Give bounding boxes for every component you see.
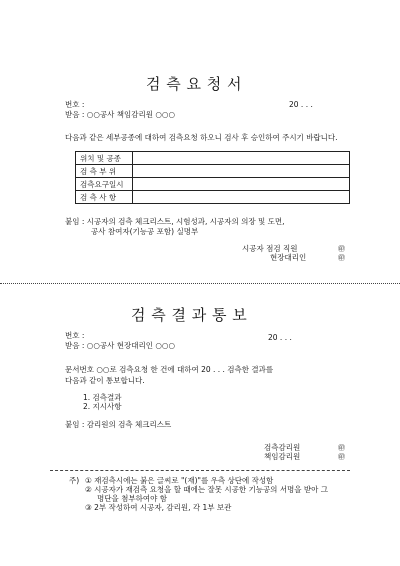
seal-mark: ㊞: [338, 453, 345, 461]
result-item-2: 2. 지시사항: [83, 402, 122, 411]
row-value[interactable]: [133, 152, 350, 165]
table-row: [76, 165, 350, 178]
note-item-2b: 명단을 첨부하여야 함: [97, 494, 167, 503]
notes-label: 주): [69, 476, 80, 485]
row-value[interactable]: [133, 165, 350, 178]
note-item-1: ① 재검측시에는 붉은 글씨로 "(재)"를 우측 상단에 작성함: [85, 476, 274, 485]
request-signer-inspector: 시공자 점검 직원: [242, 244, 298, 253]
result-date: 20 . . .: [268, 333, 292, 342]
result-item-1: 1. 검측결과: [83, 393, 122, 402]
row-label: 위치 및 공종: [76, 152, 133, 165]
seal-mark: ㊞: [338, 245, 345, 253]
request-table: [75, 151, 350, 204]
table-row: [76, 191, 350, 204]
result-title: 검 측 결 과 통 보: [131, 306, 248, 324]
section-separator: [0, 283, 400, 284]
request-intro: 다음과 같은 세부공종에 대하여 검측요청 하오니 검사 후 승인하여 주시기 바랍니다.: [65, 133, 338, 142]
table-row: [76, 178, 350, 191]
request-attachment-1: 붙임 : 시공자의 검측 체크리스트, 시험성과, 시공자의 의장 및 도면,: [65, 217, 285, 226]
request-recipient: 받음 : ○○공사 책임감리원 ○○○: [65, 110, 175, 119]
result-signer-inspector: 검측감리원: [264, 443, 301, 452]
result-number-label: 번호 :: [65, 331, 85, 340]
note-item-3: ③ 2부 작성하여 시공자, 감리원, 각 1부 보관: [85, 503, 232, 512]
request-signer-agent: 현장대리인: [270, 253, 307, 262]
row-value[interactable]: [133, 191, 350, 204]
seal-mark: ㊞: [338, 444, 345, 452]
request-title: 검 측 요 청 서: [146, 75, 243, 93]
row-value[interactable]: [133, 178, 350, 191]
row-label: 검 측 부 위: [76, 165, 133, 178]
row-label: 검 측 사 항: [76, 191, 133, 204]
result-body-1: 문서번호 ○○로 검측요청 한 건에 대하여 20 . . . 검측한 결과를: [65, 365, 274, 374]
result-signer-chief: 책임감리원: [264, 452, 301, 461]
table-row: [76, 152, 350, 165]
note-item-2a: ② 시공자가 재검측 요청을 할 때에는 잘못 시공한 기능공의 서명을 받아 그: [85, 485, 329, 494]
notes-divider: [50, 470, 350, 471]
request-date: 20 . . .: [289, 100, 313, 109]
request-number-label: 번호 :: [65, 100, 85, 109]
result-recipient: 받음 : ○○공사 현장대리인 ○○○: [65, 341, 175, 350]
row-label: 검측요구일시: [76, 178, 133, 191]
request-attachment-2: 공사 참여자(기능공 포함) 실명부: [91, 227, 199, 236]
seal-mark: ㊞: [338, 254, 345, 262]
result-body-2: 다음과 같이 통보합니다.: [65, 376, 145, 385]
result-attachment: 붙임 : 감리원의 검측 체크리스트: [65, 420, 172, 429]
